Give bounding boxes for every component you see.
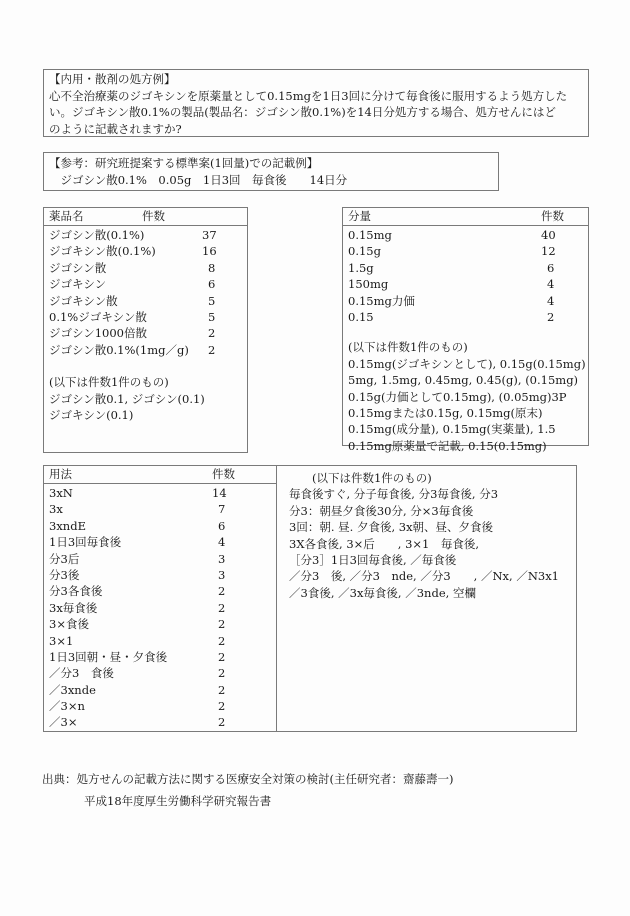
usage: 1日3回毎食後 bbox=[49, 535, 122, 550]
source-citation bbox=[42, 768, 453, 812]
question-line: のように記載されますか? bbox=[49, 121, 182, 136]
count: 3 bbox=[218, 567, 226, 582]
count: 14 bbox=[212, 486, 227, 500]
drug-name: ジゴキシン散 bbox=[49, 293, 118, 308]
note-line: ジゴシン散0.1, ジゴシン(0.1) bbox=[49, 391, 205, 406]
usage-notes bbox=[289, 470, 559, 601]
usage: 3xndE bbox=[49, 518, 86, 533]
count: 16 bbox=[202, 244, 217, 259]
count: 12 bbox=[541, 244, 556, 259]
count: 2 bbox=[218, 600, 226, 615]
count: 2 bbox=[208, 326, 216, 341]
quantity-table bbox=[342, 207, 589, 453]
table-row bbox=[44, 682, 276, 698]
note-line: 0.15mgまたは0.15g, 0.15mg(原末) bbox=[348, 405, 543, 420]
count: 2 bbox=[208, 342, 216, 357]
quantity: 1.5g bbox=[348, 260, 374, 275]
table-row bbox=[44, 260, 247, 276]
note-line: 0.15mg原薬量で記載, 0.15(0.15mg) bbox=[348, 438, 547, 453]
table-row bbox=[44, 600, 276, 616]
table-header bbox=[44, 208, 247, 226]
note-title: (以下は件数1件のもの) bbox=[348, 340, 468, 355]
count: 4 bbox=[218, 535, 226, 550]
drug-name: ジゴキシン bbox=[49, 277, 107, 292]
count: 2 bbox=[218, 682, 226, 697]
note-line: 毎食後すぐ, 分子毎食後, 分3毎食後, 分3 bbox=[289, 487, 499, 502]
table-row bbox=[44, 698, 276, 714]
count: 2 bbox=[218, 699, 226, 714]
table-row bbox=[44, 501, 276, 517]
drug-name: ジゴシン散0.1%(1mg／g) bbox=[49, 342, 189, 357]
table-row bbox=[44, 583, 276, 599]
count: 3 bbox=[218, 551, 226, 566]
source-line: 出典：処方せんの記載方法に関する医療安全対策の検討(主任研究者：齋藤壽一) bbox=[42, 772, 454, 786]
drug-name: ジゴシン1000倍散 bbox=[49, 326, 147, 341]
table-row bbox=[44, 293, 247, 309]
note-line: ジゴキシン(0.1) bbox=[49, 407, 134, 422]
table-row bbox=[44, 649, 276, 665]
table-row bbox=[44, 309, 247, 325]
reference-box bbox=[43, 152, 499, 191]
table-row bbox=[44, 518, 276, 534]
usage: 1日3回朝・昼・夕食後 bbox=[49, 649, 168, 664]
count: 2 bbox=[218, 715, 226, 730]
count: 2 bbox=[547, 309, 555, 324]
drug-name: 0.1%ジゴキシン散 bbox=[49, 309, 147, 324]
table-row bbox=[44, 616, 276, 632]
count: 6 bbox=[218, 518, 226, 533]
header-count: 件数 bbox=[212, 467, 235, 481]
source-line: 平成18年度厚生労働科学研究報告書 bbox=[84, 794, 272, 808]
count: 2 bbox=[218, 649, 226, 664]
quantity: 150mg bbox=[348, 277, 389, 292]
note-line: 3回：朝. 昼. 夕食後, 3x朝、昼、夕食後 bbox=[289, 520, 494, 535]
question-line: 心不全治療薬のジゴキシンを原薬量として0.15mgを1日3回に分けて毎食後に服用するよう処方した bbox=[49, 88, 568, 103]
header-count: 件数 bbox=[142, 209, 165, 223]
quantity: 0.15mg bbox=[348, 228, 392, 242]
drug-name-table bbox=[43, 207, 248, 453]
drug-name: ジゴシン散 bbox=[49, 260, 107, 275]
drug-name: ジゴシン散(0.1%) bbox=[49, 228, 145, 242]
count: 40 bbox=[541, 228, 556, 242]
count: 6 bbox=[547, 260, 555, 275]
note-line: 0.15g(力価として0.15mg), (0.05mg)3P bbox=[348, 389, 567, 404]
table-row bbox=[44, 342, 247, 358]
count: 8 bbox=[208, 260, 216, 275]
table-row bbox=[44, 534, 276, 550]
note-line: ／分3 後, ／分3 nde, ／分3 , ／Nx, ／N3x1 bbox=[289, 569, 559, 584]
usage: 3×1 bbox=[49, 633, 74, 648]
table-row bbox=[343, 293, 588, 309]
header-quantity: 分量 bbox=[348, 209, 371, 223]
question-line: い。ジゴキシン散0.1%の製品(製品名：ジゴシン散0.1%)を14日分処方する場合、処方せんにはど bbox=[49, 105, 556, 119]
count: 37 bbox=[202, 228, 217, 242]
usage-list bbox=[44, 466, 277, 731]
usage: ／3×n bbox=[49, 699, 85, 714]
note-line: 0.15mg(成分量), 0.15mg(実薬量), 1.5 bbox=[348, 422, 556, 437]
table-row bbox=[44, 567, 276, 583]
note-title: (以下は件数1件のもの) bbox=[289, 471, 432, 485]
header-drug-name: 薬品名 bbox=[49, 209, 84, 223]
table-header bbox=[44, 466, 276, 484]
count: 2 bbox=[218, 584, 226, 599]
count: 4 bbox=[547, 277, 555, 292]
header-count: 件数 bbox=[541, 209, 564, 223]
note-line: ／3食後, ／3x毎食後, ／3nde, 空欄 bbox=[289, 585, 476, 600]
usage: 分3后 bbox=[49, 551, 80, 566]
count: 2 bbox=[218, 617, 226, 632]
drug-name: ジゴキシン散(0.1%) bbox=[49, 244, 156, 259]
table-row bbox=[343, 243, 588, 259]
count: 5 bbox=[208, 293, 216, 308]
count: 6 bbox=[208, 277, 216, 292]
reference-example: ジゴシン散0.1% 0.05g 1日3回 毎食後 14日分 bbox=[49, 172, 348, 187]
table-row bbox=[44, 325, 247, 341]
usage: ／3× bbox=[49, 715, 78, 730]
usage-table bbox=[43, 465, 577, 732]
quantity: 0.15mg力価 bbox=[348, 293, 415, 308]
question-box bbox=[43, 69, 589, 137]
usage: 3x毎食後 bbox=[49, 600, 98, 615]
table-row bbox=[44, 714, 276, 730]
note-line: 分3：朝昼夕食後30分, 分×3毎食後 bbox=[289, 503, 474, 518]
quantity: 0.15g bbox=[348, 244, 381, 259]
usage: ／3xnde bbox=[49, 682, 96, 697]
count: 5 bbox=[208, 309, 216, 324]
table-row bbox=[44, 551, 276, 567]
reference-title: 【参考：研究班提案する標準案(1回量)での記載例】 bbox=[49, 156, 319, 170]
table-row bbox=[343, 276, 588, 292]
table-header bbox=[343, 208, 588, 226]
note-line: ［分3］1日3回毎食後, ／毎食後 bbox=[289, 553, 457, 568]
table-row bbox=[44, 227, 247, 243]
header-usage: 用法 bbox=[49, 467, 72, 481]
question-title: 【内用・散剤の処方例】 bbox=[49, 72, 176, 86]
table-row bbox=[44, 633, 276, 649]
usage: 分3後 bbox=[49, 567, 80, 582]
table-row bbox=[343, 260, 588, 276]
note-title: (以下は件数1件のもの) bbox=[49, 375, 169, 390]
count: 7 bbox=[218, 502, 226, 517]
table-row bbox=[44, 485, 276, 501]
usage: 3x bbox=[49, 502, 63, 517]
table-row bbox=[343, 309, 588, 325]
usage: 3×食後 bbox=[49, 617, 89, 632]
table-row bbox=[44, 243, 247, 259]
usage: 分3各食後 bbox=[49, 584, 103, 599]
table-row bbox=[44, 665, 276, 681]
count: 2 bbox=[218, 666, 226, 681]
table-row bbox=[44, 276, 247, 292]
note-line: 3X各食後, 3×后 , 3×1 毎食後, bbox=[289, 536, 480, 551]
usage: ／分3 食後 bbox=[49, 666, 114, 681]
usage: 3xN bbox=[49, 486, 73, 500]
note-line: 0.15mg(ジゴキシンとして), 0.15g(0.15mg) bbox=[348, 356, 586, 371]
count: 2 bbox=[218, 633, 226, 648]
table-row bbox=[343, 227, 588, 243]
count: 4 bbox=[547, 293, 555, 308]
quantity: 0.15 bbox=[348, 309, 374, 324]
note-line: 5mg, 1.5mg, 0.45mg, 0.45(g), (0.15mg) bbox=[348, 373, 579, 388]
